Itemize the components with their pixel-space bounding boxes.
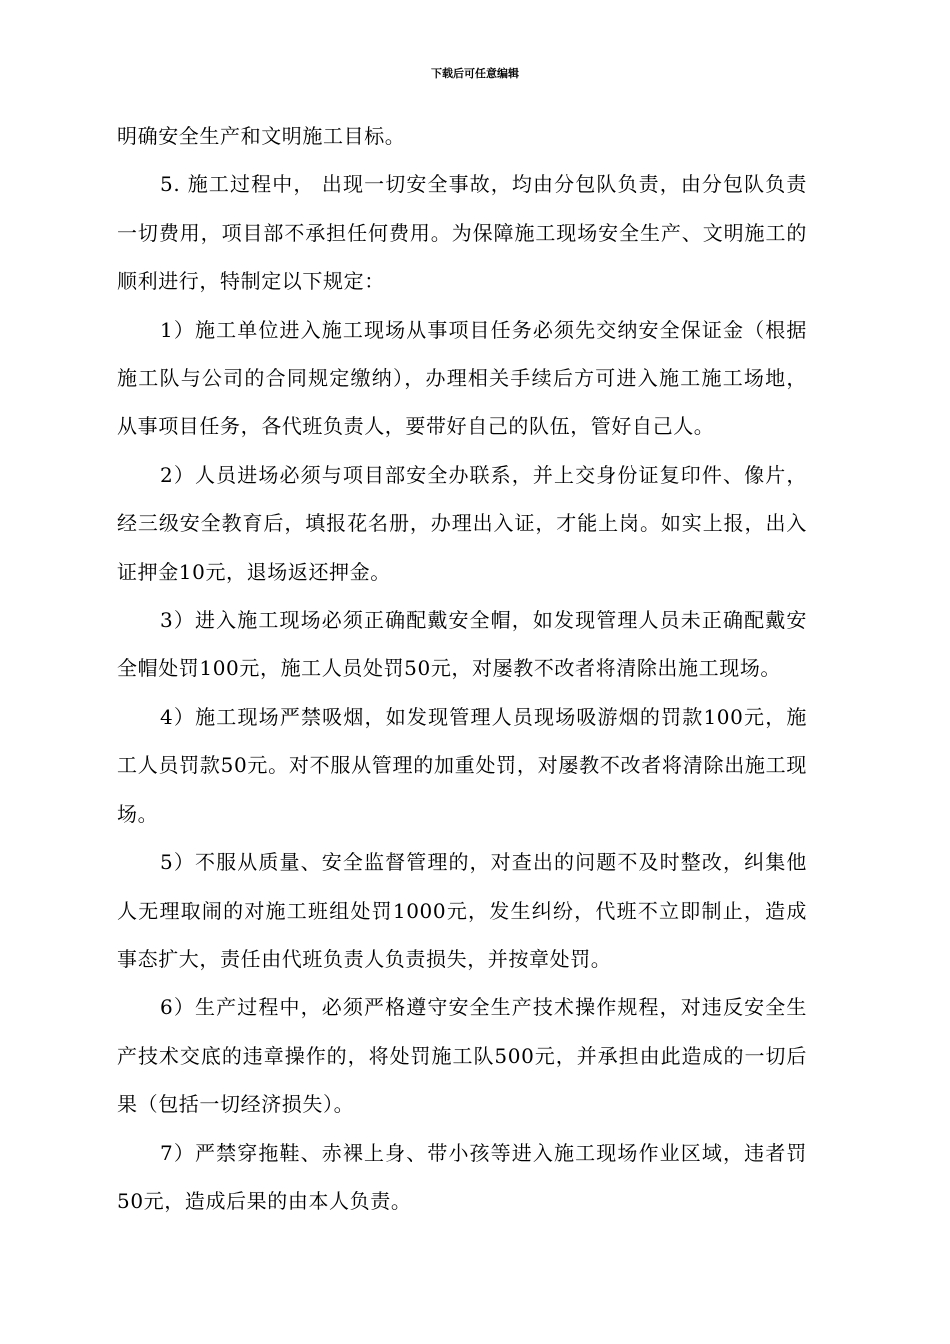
rule-item-4: 4）施工现场严禁吸烟，如发现管理人员现场吸游烟的罚款100元，施工人员罚款50元。对不服从管理的加重处罚，对屡教不改者将清除出施工现场。 [117,704,807,826]
paragraph-item-5: 5. 施工过程中， 出现一切安全事故，均由分包队负责，由分包队负责一切费用，项目部不承担任何费用。为保障施工现场安全生产、文明施工的顺利进行，特制定以下规定： [117,172,807,294]
rule-item-5: 5）不服从质量、安全监督管理的，对查出的问题不及时整改，纠集他人无理取闹的对施工班组处罚1000元，发生纠纷，代班不立即制止，造成事态扩大，责任由代班负责人负责损失，并按章处罚。 [117,850,807,971]
rule-item-2: 2）人员进场必须与项目部安全办联系，并上交身份证复印件、像片，经三级安全教育后，填报花名册，办理出入证，才能上岗。如实上报，出入证押金10元，退场返还押金。 [117,462,807,584]
rule-item-1: 1）施工单位进入施工现场从事项目任务必须先交纳安全保证金（根据施工队与公司的合同规定缴纳），办理相关手续后方可进入施工施工场地，从事项目任务，各代班负责人，要带好自己的队伍，管好自己人。 [117,317,807,439]
rule-item-7: 7）严禁穿拖鞋、赤裸上身、带小孩等进入施工现场作业区域，违者罚50元，造成后果的由本人负责。 [117,1140,807,1213]
document-body [117,112,807,1225]
page-header: 下载后可任意编辑 [431,67,519,80]
rule-item-6: 6）生产过程中，必须严格遵守安全生产技术操作规程，对违反安全生产技术交底的违章操作的，将处罚施工队500元，并承担由此造成的一切后果（包括一切经济损失）。 [117,995,807,1117]
paragraph-continuation: 明确安全生产和文明施工目标。 [117,124,406,148]
rule-item-3: 3）进入施工现场必须正确配戴安全帽，如发现管理人员未正确配戴安全帽处罚100元，施工人员处罚50元，对屡教不改者将清除出施工现场。 [117,608,807,681]
